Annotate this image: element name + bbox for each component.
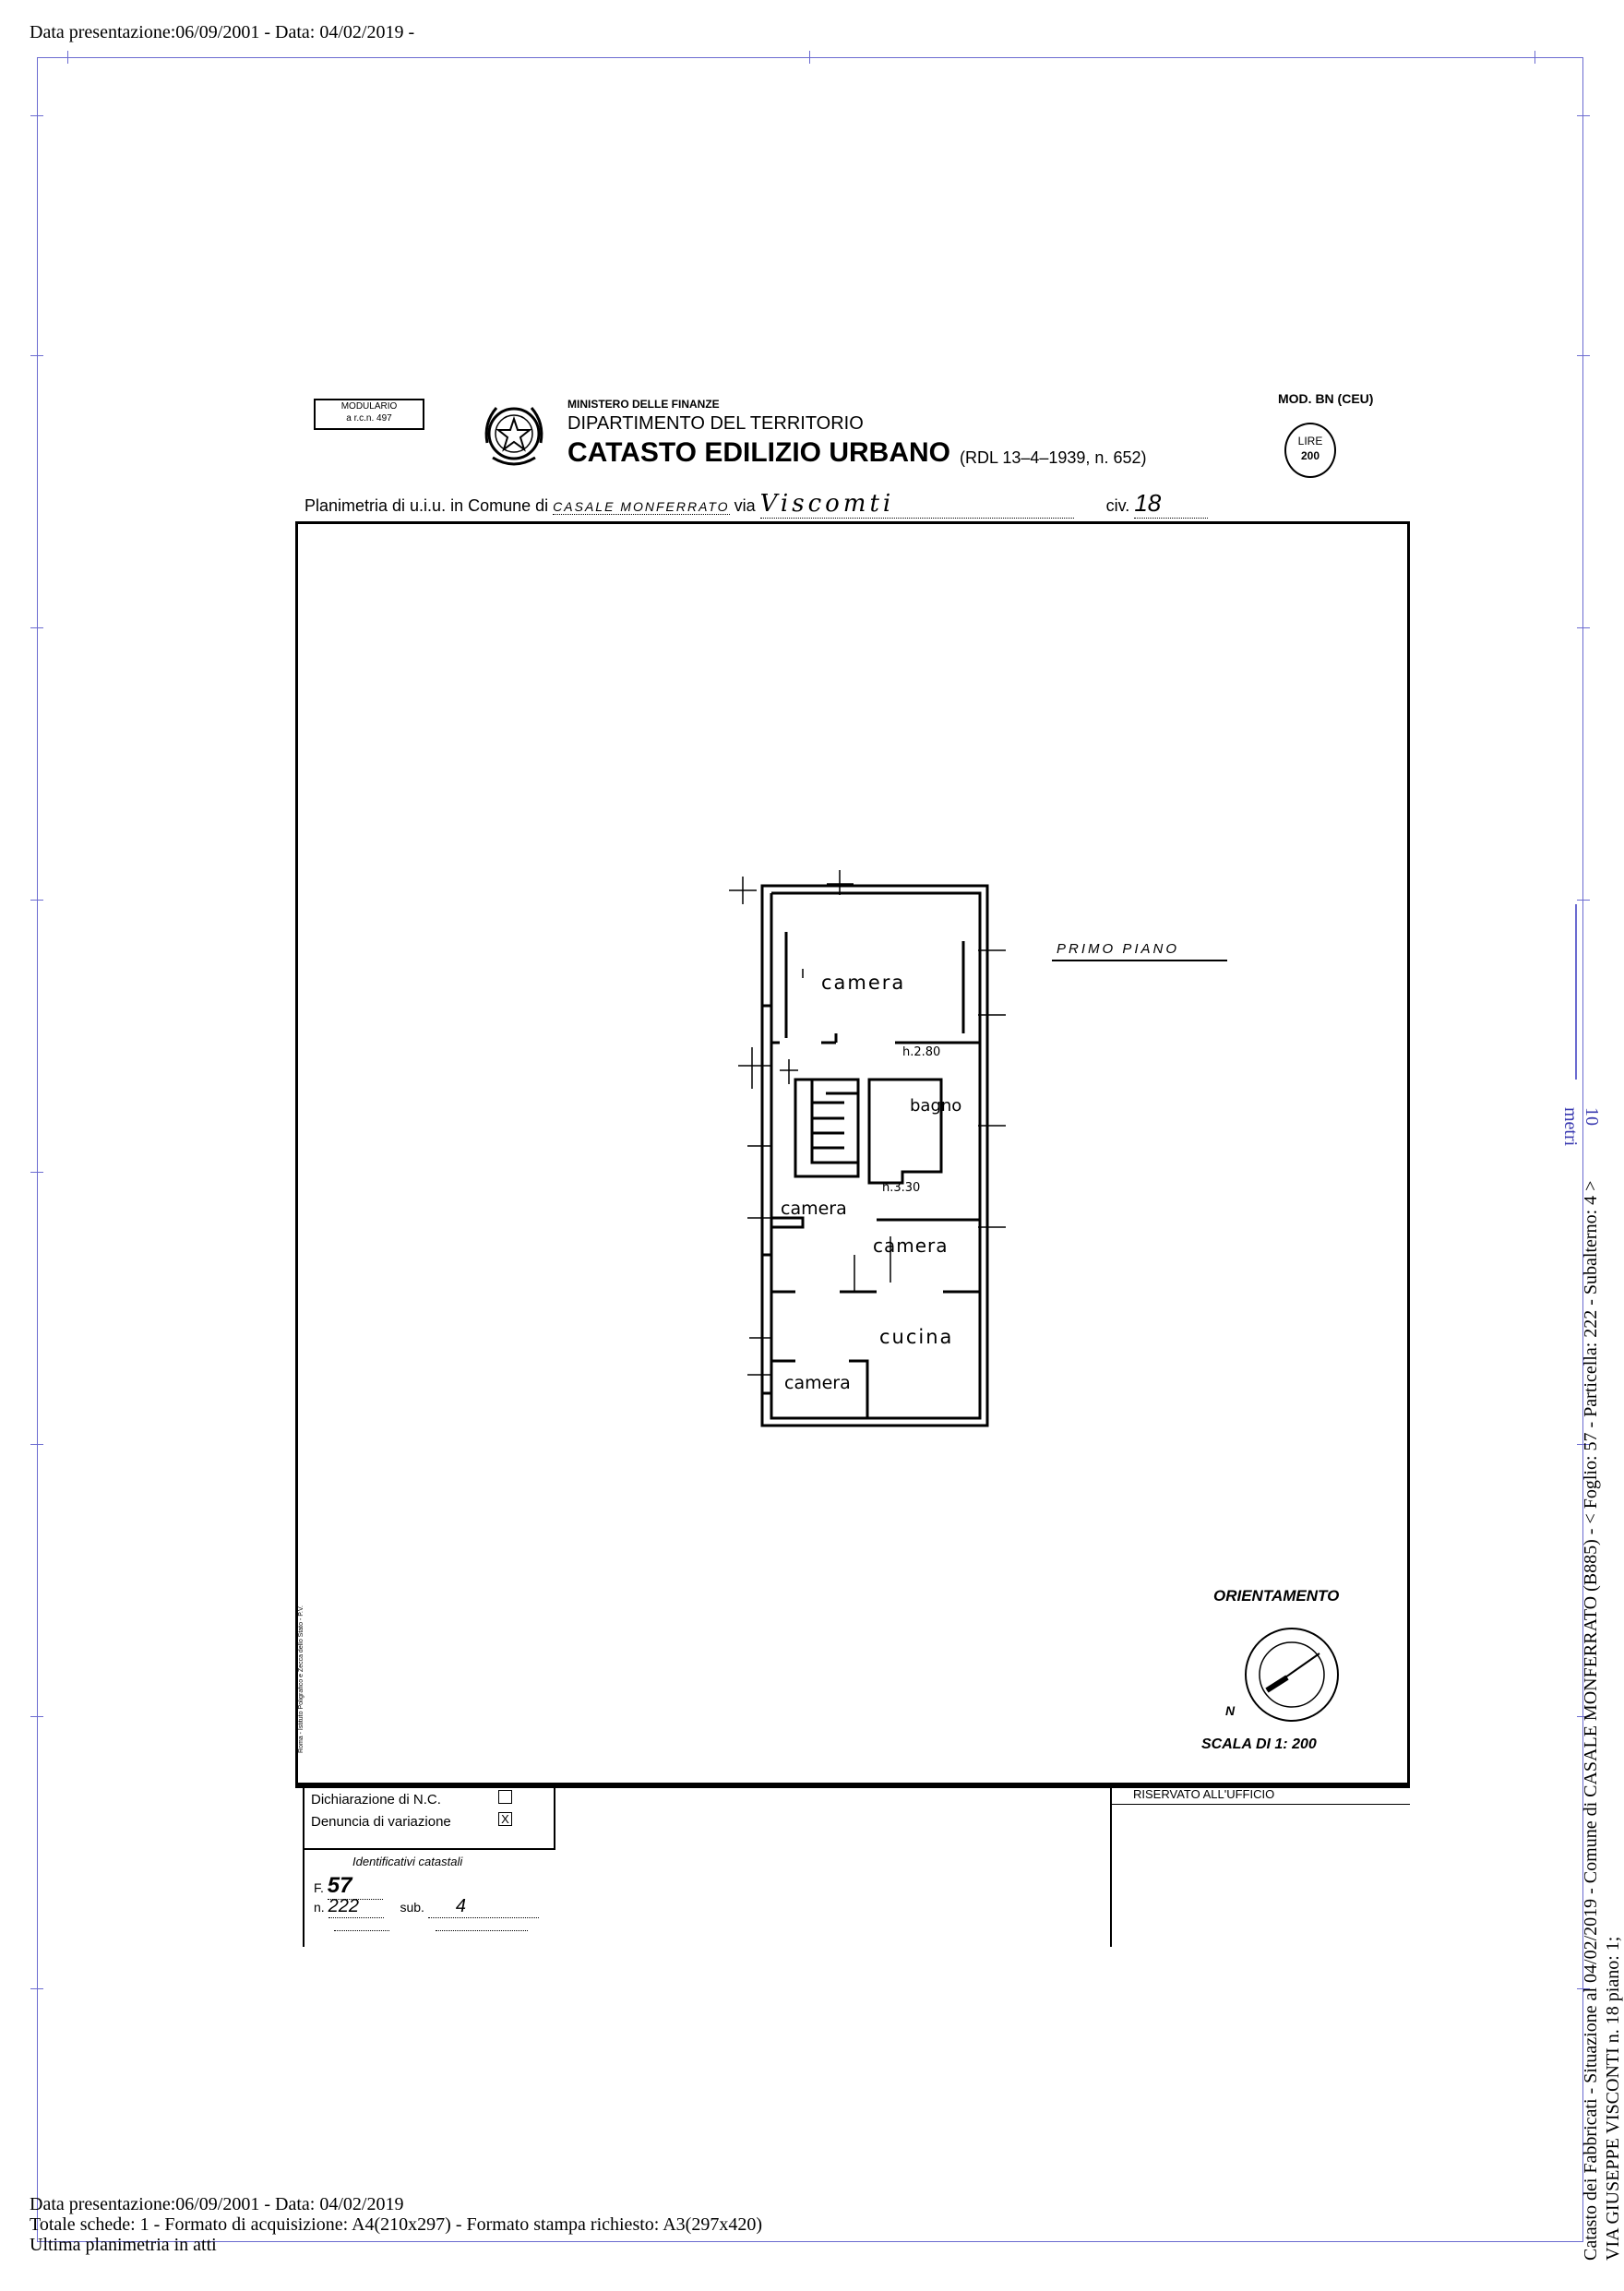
frame-tick: [1577, 900, 1590, 901]
floor-label-underline: [1052, 960, 1227, 961]
sub-value: 4: [428, 1896, 539, 1918]
catasto-title: CATASTO EDILIZIO URBANO: [567, 437, 950, 468]
frame-tick: [30, 1716, 43, 1717]
room-label: camera: [821, 972, 906, 994]
room-height: h.3.30: [882, 1181, 921, 1195]
n-value: 222: [328, 1896, 384, 1918]
frame-tick: [30, 1444, 43, 1445]
floor-plan: [729, 858, 1006, 1449]
side-info-strip: [1580, 969, 1624, 2261]
room-label: camera: [873, 1235, 949, 1257]
room-label: camera: [781, 1199, 847, 1219]
frame-tick: [1577, 115, 1590, 116]
riservato-label: RISERVATO ALL'UFFICIO: [1133, 1787, 1275, 1801]
modulario-line1: MODULARIO: [340, 401, 398, 412]
mod-label: MOD. BN (CEU): [1278, 391, 1374, 406]
frame-tick: [809, 51, 810, 64]
frame-tick: [1577, 355, 1590, 356]
form-divider: [1110, 1785, 1112, 1947]
modulario-box: [314, 399, 424, 430]
modulario-line2: a r.c.n. 497: [346, 413, 392, 424]
lire-value: 200: [1300, 449, 1320, 462]
dichiarazione-label: Dichiarazione di N.C.: [311, 1792, 441, 1808]
room-label: camera: [784, 1373, 851, 1393]
emblem-icon: [480, 397, 548, 471]
civ-label: civ.: [1105, 496, 1130, 515]
dichiarazione-checkbox[interactable]: [498, 1790, 512, 1804]
scale-bar: [1575, 904, 1577, 1080]
via-value: Viscomti: [760, 490, 1074, 519]
rdl-label: (RDL 13–4–1939, n. 652): [960, 448, 1147, 467]
n-label: n.: [314, 1900, 325, 1915]
side-info-line2: VIA GIUSEPPE VISCONTI n. 18 piano: 1;: [1603, 1936, 1623, 2261]
footer-line3: Ultima planimetria in atti: [30, 2235, 217, 2255]
side-info-line1: Catasto dei Fabbricati - Situazione al 04/02/2019 - Comune di CASALE MONFERRATO (B885) - < Foglio: 57 - Particella: 222 - Subalterno: 4 >: [1581, 1180, 1601, 2261]
frame-tick: [30, 355, 43, 356]
denuncia-label: Denuncia di variazione: [311, 1814, 451, 1830]
room-height: h.2.80: [902, 1045, 941, 1059]
frame-tick: [1577, 627, 1590, 628]
department-label: DIPARTIMENTO DEL TERRITORIO: [567, 413, 864, 434]
via-label: via: [734, 496, 756, 515]
identificativi-label: Identificativi catastali: [352, 1855, 463, 1868]
north-label: N: [1225, 1703, 1236, 1718]
civ-value: 18: [1134, 489, 1208, 519]
planimetria-line: [304, 489, 1412, 519]
footer-line1: Data presentazione:06/09/2001 - Data: 04/02/2019: [30, 2194, 404, 2214]
form-divider: [554, 1785, 555, 1850]
frame-tick: [30, 627, 43, 628]
denuncia-checkbox[interactable]: X: [498, 1812, 512, 1826]
form-divider: [303, 1848, 554, 1850]
f-label: F.: [314, 1880, 324, 1895]
planimetria-prefix: Planimetria di u.i.u. in Comune di: [304, 496, 549, 515]
frame-tick: [1534, 51, 1535, 64]
n-row: [314, 1896, 539, 1918]
sub-label: sub.: [400, 1900, 424, 1915]
dotted-line: [436, 1930, 528, 1931]
orientamento-label: ORIENTAMENTO: [1213, 1587, 1340, 1605]
lire-label: LIRE: [1297, 435, 1323, 447]
ministry-label: MINISTERO DELLE FINANZE: [567, 398, 720, 411]
lire-stamp: [1284, 423, 1336, 478]
footer-line2: Totale schede: 1 - Formato di acquisizione: A4(210x297) - Formato stampa richiesto: A3(297x420): [30, 2214, 762, 2235]
scale-metri-label: 10 metri: [1560, 1107, 1602, 1147]
printer-margin-text: Roma - Istituto Poligrafico e Zecca dello Stato - P.V.: [298, 1605, 304, 1753]
form-divider: [303, 1785, 304, 1947]
frame-tick: [30, 900, 43, 901]
form-divider: [1110, 1804, 1410, 1805]
comune-value: CASALE MONFERRATO: [553, 499, 730, 514]
scala-label: SCALA DI 1: 200: [1201, 1736, 1317, 1752]
frame-tick: [67, 51, 68, 64]
frame-tick: [30, 1172, 43, 1173]
floor-label: PRIMO PIANO: [1057, 941, 1180, 957]
frame-tick: [30, 115, 43, 116]
dotted-line: [334, 1930, 389, 1931]
compass-icon: [1241, 1624, 1343, 1725]
frame-tick: [30, 1988, 43, 1989]
f-value: 57: [328, 1873, 383, 1900]
room-label: bagno: [910, 1096, 962, 1116]
room-label: cucina: [879, 1326, 954, 1348]
top-header-text: Data presentazione:06/09/2001 - Data: 04/02/2019 -: [30, 22, 415, 42]
